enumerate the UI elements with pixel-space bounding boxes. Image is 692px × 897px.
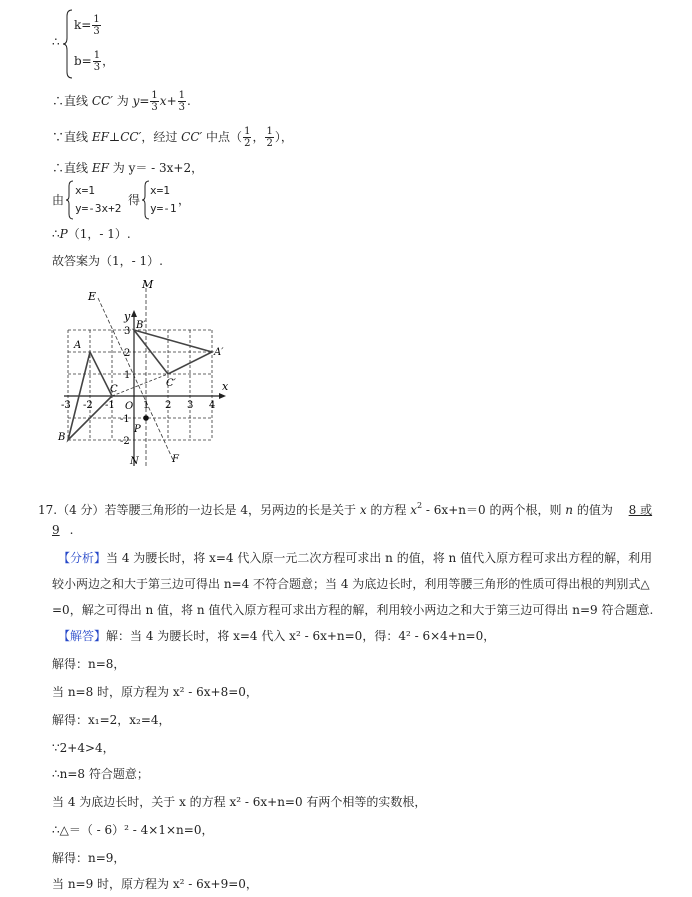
- label-o: O: [125, 401, 134, 412]
- x-tick: 4: [209, 400, 216, 411]
- question-17-cont: 9 .: [52, 523, 74, 537]
- y-tick: 3: [124, 326, 131, 337]
- x-tick: -3: [61, 400, 71, 411]
- label-n: N: [130, 456, 139, 467]
- k-equation: k= $\frac{1}{3}$: [74, 14, 100, 37]
- solution-line-3: 当 n=8 时，原方程为 x² - 6x+8=0，: [52, 685, 258, 699]
- left-brace-icon: [142, 180, 150, 220]
- line-ef-equation: ∴直线 EF 为 y＝ - 3x+2，: [52, 161, 204, 175]
- label-c: C: [110, 384, 118, 395]
- x-tick: 3: [187, 400, 194, 411]
- analysis-line-2: 较小两边之和大于第三边可得出 n=4 不符合题意；当 4 为底边长时，利用等腰三角形的性质可得出根的判别式△: [52, 577, 650, 591]
- answer-blank: 8 或: [628, 503, 653, 517]
- x-tick: 2: [165, 400, 172, 411]
- x-tick: 1: [143, 400, 150, 411]
- solution-line-9: 解得：n=9，: [52, 851, 126, 865]
- solution-line-8: ∴△＝（ - 6）² - 4×1×n=0，: [52, 823, 214, 837]
- segment-cc: [112, 374, 168, 396]
- therefore-symbol: ∴: [52, 35, 60, 49]
- label-a: A: [74, 340, 82, 351]
- label-x: x: [222, 380, 229, 393]
- line-cc-equation: ∴直线 CC′ 为 y= $\frac{1}{3}$ x+ $\frac{1}{3}$ .: [52, 90, 191, 113]
- label-f: F: [172, 454, 179, 465]
- y-tick-labels: [120, 326, 130, 447]
- label-b: B: [58, 432, 66, 443]
- y-tick: 1: [124, 370, 131, 381]
- label-bp: B′: [136, 320, 146, 331]
- label-e: E: [88, 290, 97, 303]
- x-tick-labels: [61, 400, 215, 411]
- b-equation: b= $\frac{1}{3}$ ，: [74, 50, 115, 73]
- x-tick: -2: [83, 400, 93, 411]
- coordinate-graph: [44, 276, 244, 470]
- analysis-line-1: 【分析】当 4 为腰长时，将 x=4 代入原一元二次方程可求出 n 的值，将 n 值代入原方程可求出方程的解，利用: [58, 551, 653, 565]
- y-axis-arrow-icon: [131, 310, 137, 317]
- x-axis-arrow-icon: [219, 393, 226, 399]
- label-p: P: [134, 424, 141, 435]
- left-brace-icon: [66, 180, 74, 220]
- solution-line-2: 解得：n=8，: [52, 657, 126, 671]
- solution-line-5: ∵2+4>4，: [52, 741, 115, 755]
- x-tick: -1: [105, 400, 115, 411]
- left-brace-icon: [62, 8, 74, 80]
- line-ef-perpendicular: ∵直线 EF⊥CC′，经过 CC′ 中点（ $\frac{1}{2}$ ， $\frac{1}{2}$ ），: [52, 126, 293, 149]
- solution-line-4: 解得：x₁=2，x₂=4，: [52, 713, 171, 727]
- y-tick: -1: [120, 414, 130, 425]
- point-p-dot: [143, 415, 149, 421]
- y-tick: -2: [120, 436, 130, 447]
- analysis-line-3: =0，解之可得出 n 值，将 n 值代入原方程可求出方程的解，利用较小两边之和大于第三边可得出 n=9 符合题意.: [52, 603, 654, 617]
- answer-line: 故答案为（1，- 1）.: [52, 254, 163, 268]
- label-ap: A′: [214, 347, 224, 358]
- label-m: M: [142, 278, 154, 291]
- analysis-tag: 【分析】: [58, 551, 107, 565]
- label-y: y: [124, 310, 131, 323]
- solution-line-7: 当 4 为底边长时，关于 x 的方程 x² - 6x+n=0 有两个相等的实数根，: [52, 795, 427, 809]
- point-p-result: ∴P（1，- 1）.: [52, 227, 131, 241]
- question-17: 17.（4 分）若等腰三角形的一边长是 4，另两边的长是关于 x 的方程 $x^2 - 6x+n=0$ 的两个根，则 n 的值为 8 或: [38, 501, 653, 517]
- solution-line-6: ∴n=8 符合题意；: [52, 767, 149, 781]
- label-cp: C′: [166, 378, 176, 389]
- solution-line-10: 当 n=9 时，原方程为 x² - 6x+9=0，: [52, 877, 258, 891]
- solution-line-1: 【解答】解：当 4 为腰长时，将 x=4 代入 x² - 6x+n=0，得：4² - 6×4+n=0，: [58, 629, 496, 643]
- y-tick: 2: [124, 348, 131, 359]
- solution-tag: 【解答】: [58, 629, 107, 643]
